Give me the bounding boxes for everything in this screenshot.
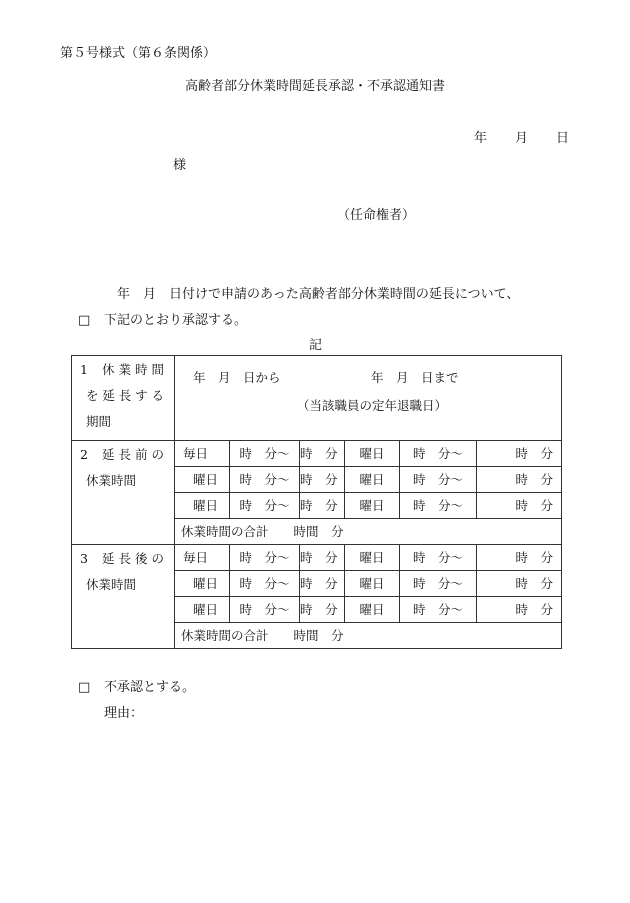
reject-checkbox[interactable]: □ (78, 680, 91, 695)
period-end: 年 月 日まで (371, 370, 459, 385)
reject-label: 不承認とする。 (104, 680, 196, 695)
approve-checkbox[interactable]: □ (78, 313, 91, 328)
weekday-cell: 曜日 (175, 597, 230, 623)
time-from-cell: 時 分～ (400, 493, 477, 519)
time-to-cell: 時 分 (477, 545, 562, 571)
document-title: 高齢者部分休業時間延長承認・不承認通知書 (185, 79, 446, 94)
addressee-suffix: 様 (173, 158, 187, 173)
time-from-cell: 時 分～ (230, 493, 300, 519)
time-from-cell: 時 分～ (400, 441, 477, 467)
time-to-cell: 時 分 (477, 571, 562, 597)
period-note: （当該職員の定年退職日） (297, 398, 448, 413)
weekday-cell: 曜日 (345, 441, 400, 467)
time-from-cell: 時 分～ (230, 441, 300, 467)
time-from-cell: 時 分～ (230, 545, 300, 571)
row1-line3: 期間 (86, 414, 112, 429)
weekday-cell: 曜日 (175, 493, 230, 519)
time-from-cell: 時 分～ (230, 467, 300, 493)
weekday-cell: 曜日 (345, 493, 400, 519)
approve-label: 下記のとおり承認する。 (104, 313, 248, 328)
row2-line1: 延長前の (102, 447, 164, 462)
period-content (175, 356, 562, 441)
time-from-cell: 時 分～ (400, 597, 477, 623)
weekday-cell: 曜日 (175, 467, 230, 493)
time-to-cell: 時 分 (300, 441, 345, 467)
time-to-cell: 時 分 (300, 493, 345, 519)
weekday-cell: 曜日 (175, 571, 230, 597)
time-from-cell: 時 分～ (400, 545, 477, 571)
weekday-cell: 曜日 (345, 597, 400, 623)
time-to-cell: 時 分 (300, 597, 345, 623)
time-to-cell: 時 分 (300, 571, 345, 597)
reason-label: 理由： (104, 706, 144, 721)
period-category (72, 356, 175, 441)
form-number: 第５号様式（第６条関係） (60, 46, 217, 61)
ki-label: 記 (309, 338, 323, 353)
time-from-cell: 時 分～ (400, 467, 477, 493)
period-start: 年 月 日から (193, 370, 281, 385)
period-row (72, 356, 562, 441)
row1-line1: 休業時間 (102, 362, 164, 377)
time-to-cell: 時 分 (477, 493, 562, 519)
weekday-cell: 毎日 (175, 545, 230, 571)
approval-table (71, 355, 562, 649)
weekday-cell: 曜日 (345, 467, 400, 493)
before-row-1 (72, 441, 562, 467)
time-from-cell: 時 分～ (230, 571, 300, 597)
time-to-cell: 時 分 (477, 467, 562, 493)
date-month: 月 (515, 131, 529, 146)
before-total: 休業時間の合計 時間 分 (175, 519, 562, 545)
time-to-cell: 時 分 (300, 467, 345, 493)
weekday-cell: 毎日 (175, 441, 230, 467)
body-text: 年 月 日付けで申請のあった高齢者部分休業時間の延長について、 (117, 287, 520, 302)
time-from-cell: 時 分～ (230, 597, 300, 623)
after-category (72, 545, 175, 649)
weekday-cell: 曜日 (345, 571, 400, 597)
time-from-cell: 時 分～ (400, 571, 477, 597)
row2-line2: 休業時間 (86, 473, 137, 488)
row2-number: 2 (80, 447, 88, 462)
time-to-cell: 時 分 (477, 597, 562, 623)
row3-line1: 延長後の (102, 551, 164, 566)
row1-number: 1 (80, 362, 88, 377)
time-to-cell: 時 分 (300, 545, 345, 571)
row3-line2: 休業時間 (86, 577, 137, 592)
after-total: 休業時間の合計 時間 分 (175, 623, 562, 649)
date-year: 年 (474, 131, 488, 146)
appointer-label: （任命権者） (337, 208, 416, 223)
date-day: 日 (556, 131, 570, 146)
before-category (72, 441, 175, 545)
weekday-cell: 曜日 (345, 545, 400, 571)
after-row-1 (72, 545, 562, 571)
row3-number: 3 (80, 551, 88, 566)
row1-line2: を延長する (86, 388, 164, 403)
time-to-cell: 時 分 (477, 441, 562, 467)
